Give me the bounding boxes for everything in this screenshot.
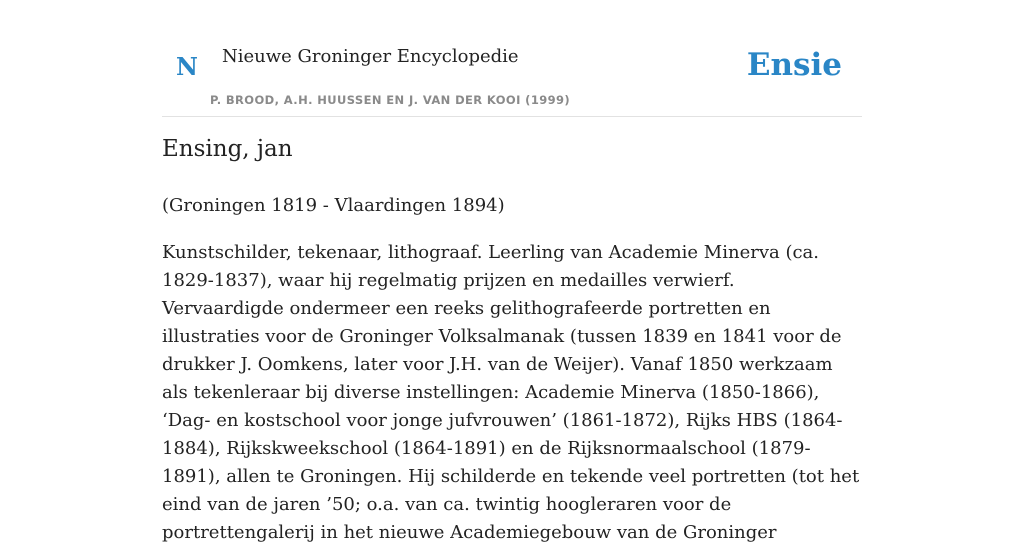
encyclopedia-authors: P. BROOD, A.H. HUUSSEN EN J. VAN DER KOOI (1999) bbox=[210, 93, 571, 107]
encyclopedia-title[interactable]: Nieuwe Groninger Encyclopedie bbox=[222, 46, 519, 67]
encyclopedia-header bbox=[162, 0, 862, 117]
article-body: Kunstschilder, tekenaar, lithograaf. Leerling van Academie Minerva (ca. 1829-1837), waar hij regelmatig prijzen en medailles verwierf. Vervaardigde ondermeer een reeks gelithografeerde portretten en illustraties voor de Groninger Volksalmanak (tussen 1839 en 1841 voor de drukker J. Oomkens, later voor J.H. van de Weijer). Vanaf 1850 werkzaam als tekenleraar bij diverse instellingen: Academie Minerva (1850-1866), ‘Dag- en kostschool voor jonge jufvrouwen’ (1861-1872), Rijks HBS (1864-1884), Rijkskweekschool (1864-1891) en de Rijksnormaalschool (1879-1891), allen te Groningen. Hij schilderde en tekende veel portretten (tot het eind van de jaren ’50; o.a. van ca. twintig hoogleraren voor de portrettengalerij in het nieuwe Academiegebouw van de Groninger bbox=[162, 241, 860, 543]
article-dates: (Groningen 1819 - Vlaardingen 1894) bbox=[162, 194, 505, 216]
article bbox=[162, 136, 862, 547]
ensie-logo[interactable]: Ensie bbox=[746, 47, 842, 83]
article-headword: Ensing, jan bbox=[162, 136, 293, 162]
encyclopedia-logo-icon[interactable]: N bbox=[176, 52, 198, 81]
